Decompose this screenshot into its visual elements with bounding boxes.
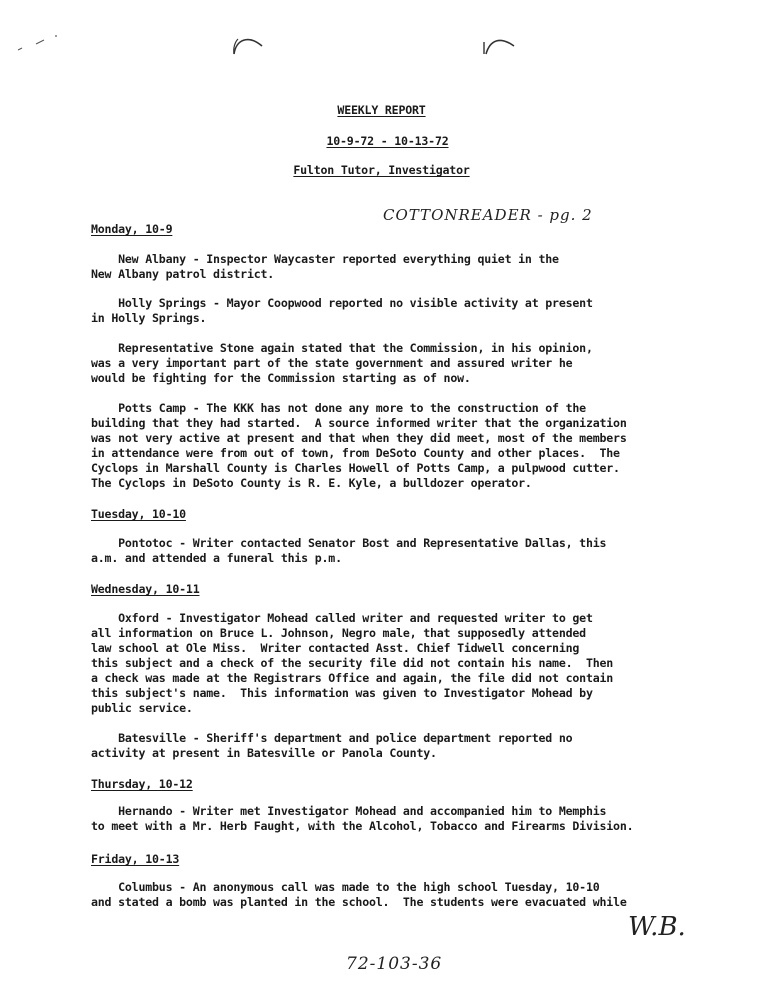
handwritten-document-number: 72-103-36 xyxy=(346,954,443,974)
paragraph-holly-springs: Holly Springs - Mayor Coopwood reported no visible activity at present in Holly Springs. xyxy=(91,296,593,325)
report-title: WEEKLY REPORT xyxy=(337,103,426,117)
punch-hole-mark-right xyxy=(478,32,518,62)
report-date-range: 10-9-72 - 10-13-72 xyxy=(326,134,449,148)
scan-specks xyxy=(14,28,74,58)
paragraph-hernando: Hernando - Writer met Investigator Mohead and accompanied him to Memphis to meet with a Mr. Herb Faught, with the Alcohol, Tobacco and Firearms Division. xyxy=(91,804,634,833)
section-heading-friday: Friday, 10-13 xyxy=(91,852,180,866)
paragraph-new-albany: New Albany - Inspector Waycaster reported everything quiet in the New Albany patrol district. xyxy=(91,252,559,281)
handwritten-initials: W.B. xyxy=(628,912,686,942)
paragraph-pontotoc: Pontotoc - Writer contacted Senator Bost and Representative Dallas, this a.m. and attended a funeral this p.m. xyxy=(91,536,607,565)
paragraph-representative-stone: Representative Stone again stated that the Commission, in his opinion, was a very important part of the state government and assured writer he would be fighting for the Commission starting as of now. xyxy=(91,341,593,385)
section-heading-thursday: Thursday, 10-12 xyxy=(91,777,193,791)
report-author: Fulton Tutor, Investigator xyxy=(293,163,470,177)
punch-hole-mark-left xyxy=(228,30,268,60)
paragraph-potts-camp: Potts Camp - The KKK has not done any more to the construction of the building that they had started. A source informed writer that the organization was not very active at present and that when they did meet, most of the members in attendance were from out of town, from DeSoto County and other places. The Cyclops in Marshall County is Charles Howell of Potts Camp, a pulpwood cutter. The Cyclops in DeSoto County is R. E. Kyle, a bulldozer operator. xyxy=(91,401,627,490)
paragraph-oxford: Oxford - Investigator Mohead called writer and requested writer to get all information on Bruce L. Johnson, Negro male, that supposedly attended law school at Ole Miss. Writer contacted Asst. Chief Tidwell concerning this subject and a check of the security file did not contain his name. Then a check was made at the Registrars Office and again, the file did not contain this subject's name. This information was given to Investigator Mohead by public service. xyxy=(91,611,614,715)
paragraph-batesville: Batesville - Sheriff's department and police department reported no activity at present in Batesville or Panola County. xyxy=(91,731,573,760)
section-heading-monday: Monday, 10-9 xyxy=(91,222,173,236)
section-heading-tuesday: Tuesday, 10-10 xyxy=(91,507,186,521)
section-heading-wednesday: Wednesday, 10-11 xyxy=(91,582,200,596)
handwritten-annotation: COTTONREADER - pg. 2 xyxy=(383,206,593,224)
paragraph-columbus: Columbus - An anonymous call was made to the high school Tuesday, 10-10 and stated a bomb was planted in the school. The students were evacuated while xyxy=(91,880,627,909)
